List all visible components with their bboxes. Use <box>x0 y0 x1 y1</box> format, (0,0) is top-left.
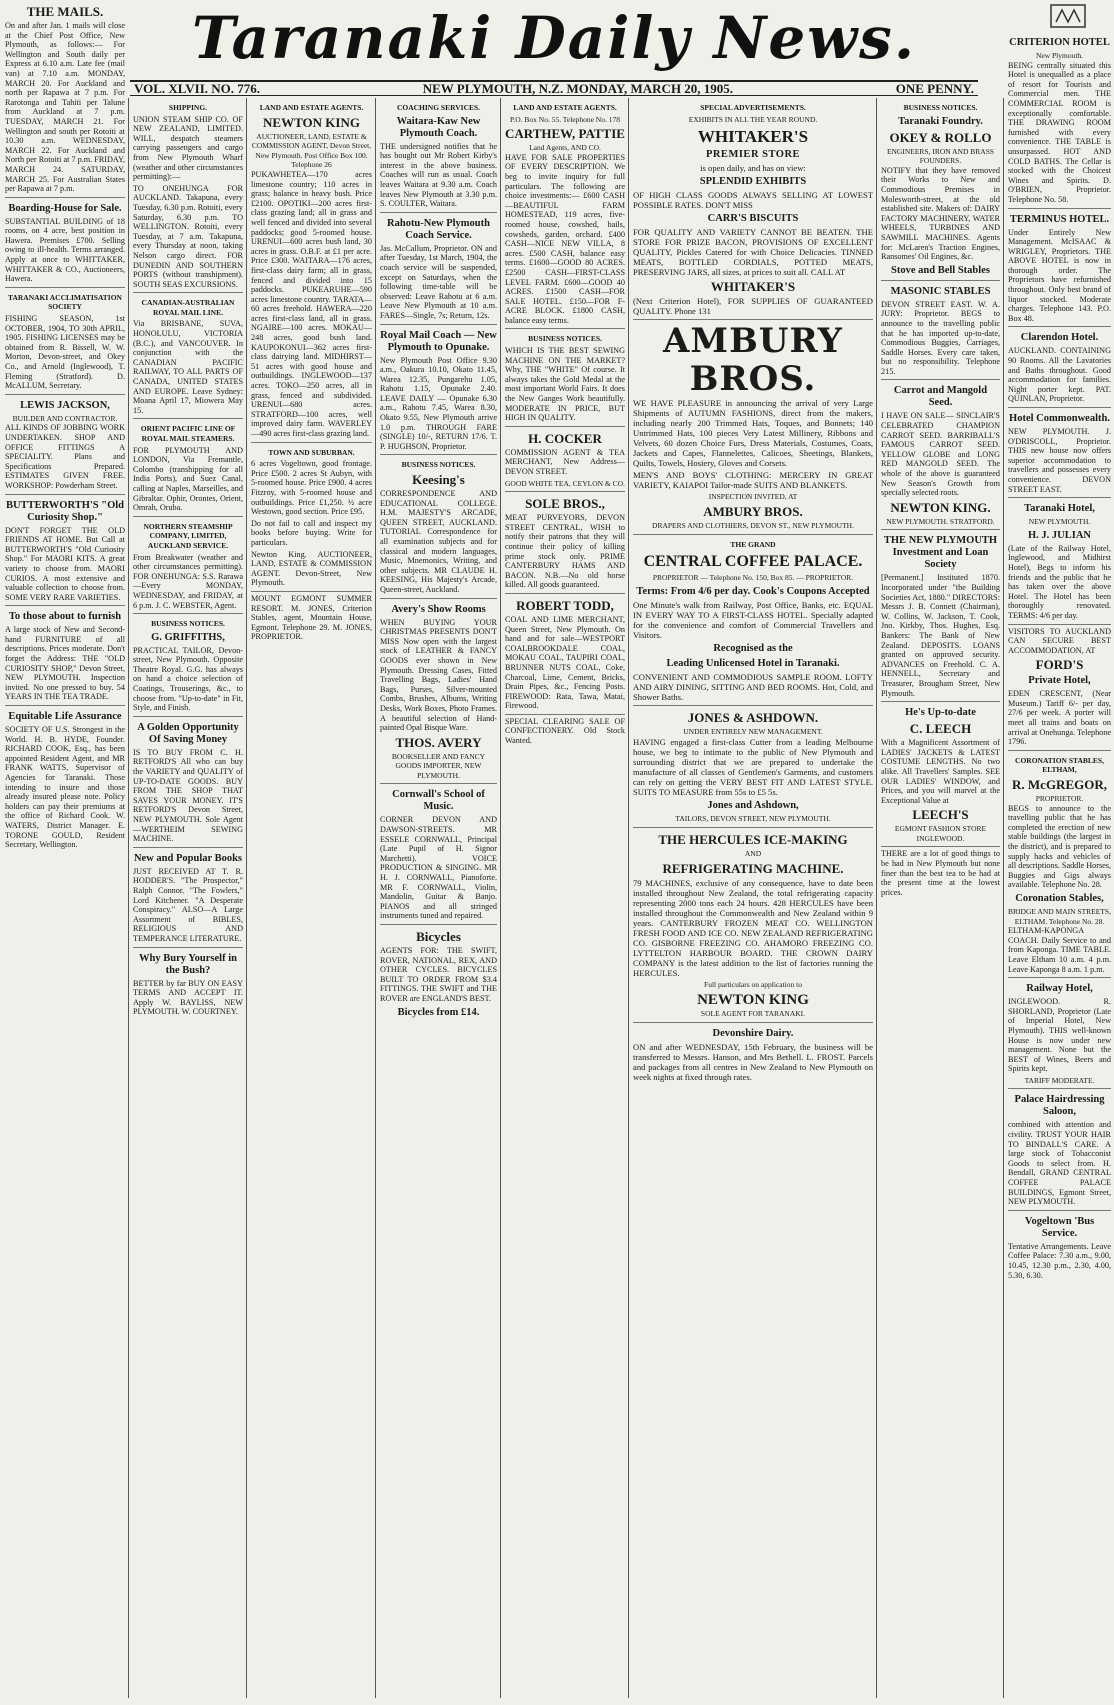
equitable-heading: Equitable Life Assurance <box>8 711 122 723</box>
canadian-text: Via BRISBANE, SUVA, HONOLULU, VICTORIA (B.C.), and VANCOUVER. In conjunction with the CANADIAN PACIFIC RAILWAY, TO ALL PARTS OF CANADA, UNITED STATES AND EUROPE. Leave Sydney: Moana April 17, Miowera May 15. <box>133 319 243 415</box>
keesing-heading: Keesing's <box>412 472 465 488</box>
butterworth-text: DON'T FORGET THE OLD FRIENDS AT HOME. But Call at BUTTERWORTH'S "Old Curiosity Shop." For MAORI KITS. A great variety to choose from. MAORI CURIOS. A most extensive and valuable collection to choose from. SOME VERY RARE VARIETIES. <box>5 525 125 602</box>
carthew-heading: CARTHEW, PATTIE <box>505 126 625 142</box>
land-agents-heading: LAND AND ESTATE AGENTS. <box>513 103 617 112</box>
boarding-heading: Boarding-House for Sale. <box>8 202 122 214</box>
acclimatisation-text: FISHING SEASON, 1st OCTOBER, 1904, TO 30th APRIL, 1905. FISHING LICENSES may be obtained from R. Bissell, W. W. Morton, Devon-street, and Okey Co., and Arnold (Inglewood), T. Fleming (Stratford). D. McALLUM, Secretary. <box>5 314 125 391</box>
masonic-stables-heading: MASONIC STABLES <box>890 285 991 297</box>
taranaki-hotel-heading: Taranaki Hotel, <box>1024 503 1095 515</box>
cornwall-heading: Cornwall's School of Music. <box>392 789 485 813</box>
column-coaching <box>377 100 500 1700</box>
griffiths-text: PRACTICAL TAILOR, Devon-street, New Plymouth. Opposite Theatre Royal. G.G. has always on hand a choice selection of Coatings, Trouserings, &c., to choose from. "Up-to-date" in Fit, Style, and Finish. <box>133 645 243 713</box>
masthead-title: Taranaki Daily News. <box>191 4 917 72</box>
keesing-text: CORRESPONDENCE AND EDUCATIONAL COLLEGE. H.M. MAJESTY'S ARCADE, QUEEN STREET, AUCKLAND. TUTORIAL Correspondence for all examination subjects and for classical and modern languages, Music, Mnemonics, Writing, and other subjects. MR CLAUDE H. KEESING, His Majesty's Arcade, Queen-street, Auckland. <box>380 489 497 594</box>
carrs-biscuits: CARR'S BISCUITS <box>707 213 799 224</box>
business-notices-heading: BUSINESS NOTICES. <box>528 334 602 344</box>
hercules-text: 79 MACHINES, exclusive of any consequence, have to date been installed throughout New Zealand, the total refrigerating capacity representing 2000 tons each 24 hours. 428 HERCULES have been installed throughout the Commonwealth and New Zealand within 9 years. CANTERBURY FROZEN MEAT CO. WELLINGTON FRESH FOOD AND ICE CO. NEW ZEALAND REFRIGERATING CO. GISBORNE FREEZING CO. AHAMORO FREEZING CO. LYTTELTON HARBOUR BOARD. THE CROWN DAIRY COMPANY is the latest addition to the list of factories running the HERCULES. <box>633 878 873 978</box>
sole-bros-heading: SOLE BROS., <box>525 496 605 512</box>
masthead <box>130 0 978 78</box>
criterion-text: BEING centrally situated this Hotel is unequalled as a place of resort for Tourists and Commercial men. THE COMMERCIAL ROOM is exceptionally comfortable. THE DRAWING ROOM furnished with every convenience. THE TABLE is unsurpassed. HOT AND COLD BATHS. The Cellar is stocked with the Choicest Wines and Spirits. D. O'BRIEN, Proprietor. Telephone No. 58. <box>1008 60 1111 204</box>
vogeltown-bus-text: Tentative Arrangements. Leave Coffee Palace: 7.30 a.m., 9.00, 10.45, 12.30 p.m., 2.30, 4.00, 5.30, 6.30. <box>1008 1241 1111 1280</box>
avery-heading: Avery's Show Rooms <box>391 603 486 615</box>
todd-text: COAL AND LIME MERCHANT, Queen Street, New Plymouth. On hand and for sale—WESTPORT COALBROOKDALE COAL, MOKAU COAL, TAUPIRI COAL, BRUNNER NUTS COAL, Coke, Charcoal, Lime, Cement, Bricks, Drain Pipes, &c., Fencing Posts. FIREWOOD: Rata, Tawa, Matai, Firewood. <box>505 614 625 711</box>
northern-steamship-heading: NORTHERN STEAMSHIP COMPANY, LIMITED, AUCKLAND SERVICE. <box>143 521 233 550</box>
newton-king-sub: NEW PLYMOUTH. STRATFORD. <box>886 516 995 526</box>
mcgregor-sub: PROPRIETOR. <box>1035 794 1084 804</box>
shipping-heading: SHIPPING. <box>168 103 208 112</box>
carrot-seed-heading: Carrot and Mangold Seed. <box>893 385 988 409</box>
royal-mail-heading: Royal Mail Coach — New Plymouth to Opunake. <box>380 329 497 353</box>
whitakers-sub-2: (Next Criterion Hotel), FOR SUPPLIES OF GUARANTEED QUALITY. Phone 131 <box>633 296 873 316</box>
land-agents-heading: LAND AND ESTATE AGENTS. <box>259 103 364 112</box>
column-divider <box>246 98 247 1698</box>
rahotu-coach-text: Jas. McCallum, Proprietor. ON and after Tuesday, 1st March, 1904, the coach service will be suspended, except on Saturdays, when the following time-table will be observed: Leave Rahotu at 6 a.m. Leave New Plymouth at 10 a.m. FARES—Single, 7s; Return, 12s. <box>380 243 497 320</box>
vogeltown-bus-heading: Vogeltown 'Bus Service. <box>1024 1215 1095 1239</box>
rahotu-coach-heading: Rahotu-New Plymouth Coach Service. <box>387 217 490 241</box>
business-notices-heading: BUSINESS NOTICES. <box>151 619 225 629</box>
sole-bros-text: MEAT PURVEYORS, DEVON STREET CENTRAL, WISH to notify their patrons that they will continue their policy of killing prime stock only. PRIME CANTERBURY HAMS AND BACON. N.B.—No old horse killed. All goods guaranteed. <box>505 513 625 590</box>
lewis-subheading: BUILDER AND CONTRACTOR. <box>12 413 118 423</box>
jones-ashdown-sub-2: TAILORS, DEVON STREET, NEW PLYMOUTH. <box>675 814 831 823</box>
property-listings: PUKAWHETEA—170 acres limestone country; 110 acres in grass; balance in heavy bush. Price £2100. OPOTIKI—200 acres first-class grazing land; all in grass and well fenced and divided into several paddocks; good 5-roomed house. URENUI—600 acres bush land, 30 acres in grass. O.B.F. at £1 per acre. Price £300. WAITARA—176 acres, first-class dairy farm; all in grass, fenced and divided into 15 paddocks. PUKEARUHE—590 acres limestone country. TARATA—60 acres freehold. HAWERA—220 acres first-class land, all in grass. NGAIRE—100 acres. MOKAU—248 acres, good bush land. KAUPOKONUI—362 acres first-class dairying land. MIDHIRST—51 acres with good house and outbuildings. INGLEWOOD—137 acres. TOKO—250 acres, all in grass, fenced and subdivided. URENUI—680 acres. STRATFORD—100 acres, well improved dairy farm. WAVERLEY—490 acres first-class grazing land. <box>251 169 372 438</box>
leech-text: With a Magnificent Assortment of LADIES' JACKETS & LATEST COSTUME LENGTHS. No two alike. All Travellers' Samples. SEE OUR LADIES' WINDOW, and Prices, and you will marvel at the Exceptional Value at <box>881 738 1000 805</box>
ambury-text: WE HAVE PLEASURE in announcing the arrival of very Large Shipments of AUTUMN FASHIONS, direct from the makers, including nearly 200 Trimmed Hats, Toques, and Bonnets; 140 Untrimmed Hats, 100 pieces Very Latest Millinery, Ribbons and Velvets, 60 dozen Choice Furs, Dress Materials, Costumes, Coats, Jackets and Capes, Flannelettes, Calicoes, Sheetings, Blankets, Quilts, Towels, Hosiery, Gloves and Corsets. <box>633 398 873 468</box>
lewis-text: ALL KINDS OF JOBBING WORK UNDERTAKEN. SHOP AND OFFICE FITTINGS A SPECIALITY. Plans and Specifications Prepared. ESTIMATES GIVEN FREE. WORKSHOP: Powderham Street. <box>5 423 125 490</box>
railway-hotel-text: INGLEWOOD. R. SHORLAND, Proprietor (Late of Imperial Hotel, New Plymouth). THIS well-known House is now under new management. None but the BEST of Wines, Beers and Spirits kept. <box>1008 997 1111 1074</box>
column-divider <box>1003 98 1004 1698</box>
dateline <box>130 80 978 96</box>
open-daily: is open daily, and has on view: <box>700 163 806 173</box>
coffee-palace-footer: CONVENIENT AND COMMODIOUS SAMPLE ROOM. LOFTY AND AIRY DINING, SITTING AND BED ROOMS. Hot, Cold, and Shower Baths. <box>633 672 873 702</box>
butterworth-heading: BUTTERWORTH'S "Old Curiosity Shop." <box>6 499 124 523</box>
whitakers-heading-2: WHITAKER'S <box>710 279 796 294</box>
white-sewing-text: WHICH IS THE BEST SEWING MACHINE ON THE MARKET? Why, THE "WHITE" Of course. It always takes the Gold Medal at the most important World Fairs. It does the New Ganges Work beautifully. MODERATE IN PRICE, BUT HIGH IN QUALITY. <box>505 346 625 423</box>
hercules-heading: THE HERCULES ICE-MAKING <box>658 832 848 847</box>
coffee-palace-text: One Minute's walk from Railway, Post Office, Banks, etc. EQUAL IN EVERY WAY TO A FIRST-CLASS HOTEL. Specially adapted for the convenience and comfort of Commercial Travellers and Visitors. <box>633 600 873 640</box>
union-steam-ship-text: UNION STEAM SHIP CO. OF NEW ZEALAND, LIMITED. WILL, despatch steamers carrying passengers and cargo from New Plymouth Wharf (weather and other circumstances permitting):— <box>133 114 243 182</box>
stove-stables-heading: Stove and Bell Stables <box>891 264 990 276</box>
palace-saloon-text: combined with attention and civility. TRUST YOUR HAIR TO BINDALL'S CARE. A large stock of Tobacconist Goods to select from. H. Bendall, GRAND CENTRAL COFFEE PALACE BUILDINGS, Egmont Street, NEW PLYMOUTH. <box>1008 1120 1111 1207</box>
why-bury-text: BETTER by far BUY ON EASY TERMS AND ACCEPT IT. Apply W. BAYLISS, NEW PLYMOUTH. W. COURTNEY. <box>133 978 243 1017</box>
devonshire-dairy-text: ON and after WEDNESDAY, 15th February, the business will be transferred to Messrs. Hanson, and Mrs Bethell. L. FROST. Parcels and packages from all centres in New Zealand to New Plymouth on week nights at fixed through rates. <box>633 1042 873 1082</box>
taranaki-hotel-sub: NEW PLYMOUTH. <box>1028 517 1091 527</box>
mcgregor-heading: R. McGREGOR, <box>1012 777 1107 793</box>
town-suburban-text: 6 acres Vogeltown, good frontage. Price £500. 2 acres St Aubyn, with 5-roomed house. Price £900. 4 acres Fitzroy, with 5-roomed house and outbuildings. Price £1,250. ½ acre Westown, good section. Price £95. <box>251 459 372 517</box>
jones-ashdown-heading-2: Jones and Ashdown, <box>707 800 799 811</box>
business-notices-heading: BUSINESS NOTICES. <box>903 103 978 112</box>
newton-king-footer: Newton King. AUCTIONEER, LAND, ESTATE & COMMISSION AGENT. Devon-Street, New Plymouth. <box>251 549 372 588</box>
carrs-text: FOR QUALITY AND VARIETY CANNOT BE BEATEN. THE STORE FOR PRIZE BACON, PROVISIONS OF EXCELLENT QUALITY, Pickles Catered for with Choice Delicacies. TINNED MEATS, BOTTLED CORDIALS, POTTED MEATS, PRESERVING JARS, all sizes, at prices to suit all. CALL AT <box>633 227 873 277</box>
column-divider <box>628 98 629 1698</box>
recognised-line: Recognised as the <box>713 643 793 654</box>
inspection-invited: INSPECTION INVITED, AT <box>708 492 798 501</box>
fords-text: EDEN CRESCENT, (Near Museum.) Tariff 6/- per day, 27/6 per week. A porter will meet all trains and boats on arrival at Onehunga. Telephone 1796. <box>1008 689 1111 747</box>
julian-text: (Late of the Railway Hotel, Inglewood, and Midhirst Hotel), Begs to inform his friends and the public that he has taken over the above Hotel. The Hotel has been thoroughly renovated. TERMS: 4/6 per day. <box>1008 543 1111 620</box>
carrot-seed-text: I HAVE ON SALE— SINCLAIR'S CELEBRATED CHAMPION CARROT SEED. BARRIBALL'S FAMOUS CARROT SEED. YELLOW GLOBE and LONG RED MANGOLD SEED. The whole of the above is guaranteed New Season's Growth from specially selected roots. <box>881 411 1000 498</box>
northern-steamship-text: From Breakwater (weather and other circumstances permitting). FOR ONEHUNGA: S.S. Rarawa—Every MONDAY, WEDNESDAY, and FRIDAY, at 6 p.m. J. C. WEBSTER, Agent. <box>133 552 243 610</box>
coaching-heading: COACHING SERVICES. <box>396 103 481 112</box>
okey-rollo-sub: ENGINEERS, IRON AND BRASS FOUNDERS. <box>886 146 995 166</box>
avery-text: WHEN BUYING YOUR CHRISTMAS PRESENTS DON'T MISS Now open with the largest stock of LEATHER & FANCY GOODS ever shown in New Plymouth. Dressing Cases, Fitted Travelling Bags, Ladies' Hand Bags, Purses, Silver-mounted Combs, Brushes, Albums, Writing Desks, Work Boxes, Photo Frames. A beautiful selection of Hand-painted Opal Bisque Ware. <box>380 617 497 733</box>
devonshire-dairy-heading: Devonshire Dairy. <box>712 1028 794 1039</box>
coronation-heading: CORONATION STABLES, ELTHAM, <box>1015 755 1104 775</box>
clearing-sale-text: SPECIAL CLEARING SALE OF CONFECTIONERY. Old Stock Wanted. <box>505 716 625 746</box>
equitable-text: SOCIETY OF U.S. Strongest in the World. H. B. HYDE, Founder. RICHARD COOK, Esq., has been appointed Resident Agent, and MR FRANK WATTS, Supervisor of Agencies for Taranaki. Those intending to insure and those already insured please note. Policy holders can pay their premiums at the office of Richard Cook. W. WATERS, District Manager. E. TORONE GOULD, Resident Secretary, Wellington. <box>5 725 125 850</box>
price: ONE PENNY. <box>895 80 974 96</box>
leech-sub: EGMONT FASHION STORE INGLEWOOD. <box>894 824 987 843</box>
tea-text: THERE are a lot of good things to be had in New Plymouth but none finer than the best tea to be had at the present time at the lowest prices. <box>881 849 1000 897</box>
column-mails <box>2 2 128 1702</box>
golden-opportunity-heading: A Golden Opportunity Of Saving Money <box>137 721 239 745</box>
fords-heading: FORD'S <box>1035 657 1084 673</box>
column-divider <box>128 98 129 1698</box>
ambury-sub-2: DRAPERS AND CLOTHIERS, DEVON ST., NEW PLYMOUTH. <box>652 521 854 530</box>
inspect-note: Do not fail to call and inspect my books before buying. Write for particulars. <box>251 518 372 547</box>
column-carthew <box>502 100 628 1700</box>
avery-subheading: BOOKSELLER AND FANCY GOODS IMPORTER, NEW PLYMOUTH. <box>391 751 486 780</box>
terminus-heading: TERMINUS HOTEL. <box>1009 213 1110 225</box>
mount-egmont-text: MOUNT EGMONT SUMMER RESORT. M. JONES, Criterion Stables, agent, Mountain House, Egmont. Telephone 29. M. JONES, PROPRIETOR. <box>251 593 372 642</box>
tea-line: GOOD WHITE TEA, CEYLON & CO. <box>505 478 625 488</box>
newton-king-subheading: AUCTIONEER, LAND, ESTATE & COMMISSION AGENT, Devon Street, New Plymouth. Post Office Box 100. Telephone 26 <box>251 131 372 170</box>
orient-heading: ORIENT PACIFIC LINE OF ROYAL MAIL STEAMERS. <box>140 424 236 443</box>
special-ads-heading: SPECIAL ADVERTISEMENTS. <box>700 103 806 112</box>
criterion-heading: CRITERION HOTEL <box>1009 37 1110 48</box>
canadian-heading: CANADIAN-AUSTRALIAN ROYAL MAIL LINE. <box>141 298 235 317</box>
newton-king-sole-agent: SOLE AGENT FOR TARANAKI. <box>700 1009 806 1018</box>
tariff-line: TARIFF MODERATE. <box>1024 1075 1095 1085</box>
premier-store: PREMIER STORE <box>705 149 801 160</box>
masonic-stables-text: DEVON STREET EAST. W. A. JURY: Proprietor. BEGS to announce to the travelling public that he has imported up-to-date, Commodious Buggies, Carriages, Saddle Horses. Every care taken, but no responsibility. Telephone 215. <box>881 299 1000 376</box>
lewis-heading: LEWIS JACKSON, <box>20 399 110 411</box>
jones-ashdown-heading: JONES & ASHDOWN. <box>687 710 819 725</box>
column-divider <box>375 98 376 1698</box>
cornwall-text: CORNER DEVON AND DAWSON-STREETS. MR ESSELE CORNWALL, Principal (Late Pupil of H. Signor Marchetti). VOICE PRODUCTION & SINGING. MR H. J. CORNWALL, Pianoforte. MR F. CORNWALL, Violin, Mandolin, Guitar & Banjo. PIANOS and all stringed instruments tuned and repaired. <box>380 815 497 921</box>
mails-heading: THE MAILS. <box>26 4 104 19</box>
newton-king-heading: NEWTON KING. <box>890 499 991 515</box>
terminus-text: Under Entirely New Management. McISAAC & WRIGLEY, Proprietors. THE ABOVE HOTEL is now in thorough order. The Proprietors have refurnished throughout. Only best brand of liquor stocked. Moderate charges. Telephone 143. P.O. Box 48. <box>1008 227 1111 323</box>
hercules-heading-2: REFRIGERATING MACHINE. <box>662 861 844 876</box>
newton-king-heading: NEWTON KING <box>263 114 360 130</box>
railway-hotel-heading: Railway Hotel, <box>1026 983 1093 995</box>
leech-heading: C. LEECH <box>909 721 972 737</box>
mails-text: On and after Jan. 1 mails will close at the Chief Post Office, New Plymouth, as follows:— For Wellington and South daily per Express at 6.10 a.m. Late fee (mail van) at 7.10 a.m. MONDAY, MARCH 20. For Auckland and north per Rapawa at 7 p.m. For Rarotonga and Tahiti per Talune from Auckland at 7 p.m. TUESDAY, MARCH 21. For Wellington and south per Rotoiti at 10.30 a.m. WEDNESDAY, MARCH 22. For Auckland and North per Rotoiti at 7 p.m. FRIDAY, MARCH 24. SATURDAY, MARCH 25. For Australian States per Rapawa at 7 p.m. <box>5 21 125 194</box>
whitakers-text: OF HIGH CLASS GOODS ALWAYS SELLING AT LOWEST POSSIBLE RATES. DON'T MISS <box>633 190 873 210</box>
bicycles-text: AGENTS FOR: THE SWIFT, ROVER, NATIONAL, REX, AND OTHER CYCLES. BICYCLES BUILT TO ORDER FROM $3.4 FITTINGS. THE SWIFT and THE ROVER are ENGLAND'S BEST. <box>380 946 497 1003</box>
orient-text: FOR PLYMOUTH AND LONDON, Via Fremantle, Colombo (transhipping for all India Ports), and Suez Canal, calling at Naples, Marseilles, and Gibraltar. Ophir, Orontes, Orient, Omrah, Oruba. <box>133 445 243 513</box>
books-heading: New and Popular Books <box>133 852 243 864</box>
cocker-heading: H. COCKER <box>528 430 602 446</box>
mens-clothing: MEN'S AND BOYS' CLOTHING: MERCERY IN GREAT VARIETY, KAIAPOI Tailor-made SUITS AND BLANKETS. <box>633 470 873 490</box>
avery-name: THOS. AVERY <box>395 734 482 750</box>
foundry-heading: Taranaki Foundry. <box>898 115 983 127</box>
column-shipping <box>130 100 246 1700</box>
griffiths-heading: G. GRIFFITHS, <box>151 631 225 643</box>
crest-icon <box>1048 2 1088 30</box>
place-date: NEW PLYMOUTH, N.Z. MONDAY, MARCH 20, 1905. <box>422 80 734 96</box>
clarendon-heading: Clarendon Hotel. <box>1020 332 1099 344</box>
cocker-text: COMMISSION AGENT & TEA MERCHANT, New Address—DEVON STREET. <box>505 447 625 476</box>
bicycles-heading: Bicycles <box>416 929 461 944</box>
boarding-text: SUBSTANTIAL BUILDING of 18 rooms, on 4 acre, best position in Hawera. Premises £700. Selling owing to ill-health. Terms arranged. Apply at once to WHITTAKER, WHITTAKER & CO., Auctioneers, Hawera. <box>5 216 125 284</box>
up-to-date-heading: He's Up-to-date <box>905 707 976 719</box>
waitara-coach-heading: Waitara-Kaw New Plymouth Coach. <box>396 115 481 139</box>
kaponga-coach-text: ELTHAM-KAPONGA COACH. Daily Service to and from Kaponga. TIME TABLE. Leave Eltham 10 a.m. 4 p.m. Leave Kaponga 8 a.m. 1 p.m. <box>1008 926 1111 974</box>
coffee-palace-contact: PROPRIETOR — Telephone No. 150, Box 85. — PROPRIETOR. <box>652 573 854 582</box>
union-steam-ship-schedule: TO ONEHUNGA FOR AUCKLAND. Takapuna, every Tuesday, 6.30 p.m. Rotoiti, every Saturday, 6.30 p.m. TO WELLINGTON. Rotoiti, every Tuesday, at 7 a.m. Takapuna, every Thursday at noon, taking Nelson cargo direct. FOR DUNEDIN AND SOUTHERN PORTS (without transhipment). SOUTH SEAS EXCURSIONS. <box>133 183 243 289</box>
coffee-palace-terms: Terms: From 4/6 per day. Cook's Coupons Accepted <box>636 586 870 597</box>
criterion-sub: New Plymouth. <box>1035 51 1084 60</box>
ambury-heading-2: AMBURY BROS. <box>703 504 803 519</box>
acclimatisation-heading: TARANAKI ACCLIMATISATION SOCIETY <box>8 292 122 312</box>
leech-heading-2: LEECH'S <box>912 807 969 823</box>
investment-society-text: [Permanent.] Instituted 1870. Incorporated under "the Building Societies Act, 1880." DIRECTORS: Messrs J. B. Connett (Chairman), W. Collins, W. Jackson, T. Cook, Jno. Kirkby, Thos. Hughes, Esq. Bankers: The Bank of New Zealand. DEPOSITS. LOANS granted on approved security. ADVANCES on Freehold. C. A. HENNELL, Secretary and Treasurer, Brougham Street, New Plymouth. <box>881 573 1000 698</box>
waitara-coach-text: THE undersigned notifies that he has bought out Mr Robert Kirby's interest in the above business. Coaches will run as usual. Coach leaves Waitara at 9.30 a.m. Coach leaves New Plymouth at 3.30 p.m. S. COULTER, Waitara. <box>380 141 497 209</box>
fords-sub: Private Hotel, <box>1028 675 1091 687</box>
business-notices-heading: BUSINESS NOTICES. <box>401 460 476 470</box>
mcgregor-text: BEGS to announce to the travelling public that he has completed the erection of new stable buildings (the largest in the district), and is prepared to supply hacks and vehicles of all descriptions. Saddle Horses, Buggies and Gigs always available. Telephone No. 28. <box>1008 803 1112 890</box>
leading-hotel-line: Leading Unlicensed Hotel in Taranaki. <box>666 658 840 669</box>
newton-king-banner: NEWTON KING <box>697 992 809 1008</box>
exhibits-line: EXHIBITS IN ALL THE YEAR ROUND. <box>688 115 818 124</box>
ambury-banner: AMBURY BROS. <box>663 321 843 399</box>
column-land-agents <box>248 100 375 1700</box>
central-coffee-palace: CENTRAL COFFEE PALACE. <box>643 553 863 570</box>
full-particulars: Full particulars on application to <box>704 980 802 989</box>
town-suburban-heading: TOWN AND SUBURBAN. <box>268 447 355 457</box>
palace-saloon-heading: Palace Hairdressing Saloon, <box>1014 1094 1105 1118</box>
golden-opportunity-text: IS TO BUY FROM C. H. RETFORD'S All who can buy the VARIETY and QUALITY of UP-TO-DATE GOODS. BUY FROM THE SHOP THAT SAVES YOUR MONEY. IT'S RETFORD'S Devon Street, NEW PLYMOUTH. Sole Agent—WERTHEIM SEWING MACHINE. <box>133 747 243 844</box>
clarendon-text: AUCKLAND. CONTAINING 90 Rooms. All the Lavatories and Baths throughout. Good accommodation for families. Night porter kept. PAT. QUINLAN, Proprietor. <box>1008 346 1111 404</box>
splendid-exhibits: SPLENDID EXHIBITS <box>699 176 807 187</box>
column-hotels <box>1005 34 1114 1702</box>
hercules-and: AND <box>744 849 762 858</box>
okey-rollo-heading: OKEY & ROLLO <box>889 129 992 145</box>
furnish-heading: To those about to furnish <box>8 611 122 623</box>
carthew-text: HAVE FOR SALE PROPERTIES OF EVERY DESCRIPTION. We beg to invite inquiry for full particulars. The following are choice investments:— £600 CASH—BEAUTIFUL FARM HOMESTEAD, 119 acres, five-roomed house, cowshed, bails, cowsheds, garden, orchard. £400 CASH—NICE NEW VILLA, 8 acres. £500 CASH, balance easy terms. £1600—GOOD 80 ACRES. £2500 CASH—FIRST-CLASS LEVEL FARM. £600—GOOD 40 ACRES. £1500 CASH—FOR SALE HOTEL. £150—FOR F-ACRE BLOCK. £1800 CASH, balance easy terms. <box>505 152 625 325</box>
commonwealth-text: NEW PLYMOUTH. J. O'DRISCOLL, Proprietor. THIS new house now offers superior accommodation to travellers and possesses every convenience. DEVON STREET EAST. <box>1008 427 1111 494</box>
okey-rollo-text: NOTIFY that they have removed their Works to New and Commodious Premises in Molesworth-street, at the old established site. Makers of: DAIRY FACTORY MACHINERY, WATER WHEELS, TURBINES AND SAWMILL MACHINES. Agents for: McLaren's Traction Engines, Ransomes' Oil Engines, &c. <box>881 165 1000 262</box>
julian-heading: H. J. JULIAN <box>1027 529 1091 541</box>
column-special-ads <box>630 100 876 1700</box>
royal-mail-text: New Plymouth Post Office 9.30 a.m., Oakura 10.10, Okato 11.45, Warea 12.35, Pungarehu 1.05, Rahotu 1.15, Opunake 2.40. LEAVE DAILY — Opunake 6.30 a.m., Rahotu 7.45, Warea 8.30, Okato 9.55, New Plymouth arrive 1.0 p.m. THROUGH FARE (SINGLE) 10/-, RETURN 17/6. T. P. HUGHSON, Proprietor. <box>380 355 497 451</box>
why-bury-heading: Why Bury Yourself in the Bush? <box>139 952 237 976</box>
column-divider <box>876 98 877 1698</box>
pobox-line: P.O. Box No. 55. Telephone No. 178 <box>510 114 620 124</box>
jones-ashdown-text: HAVING engaged a first-class Cutter from a leading Melbourne house, we beg to intimate to the public of New Plymouth and surrounding district that we are prepared to undertake the manufacture of all classes of Gentlemen's Garments, and customers can rely on getting the VERY BEST FIT AND LATEST STYLE. SUITS TO MEASURE from 55s to £5 5s. <box>633 737 873 797</box>
carthew-subheading: Land Agents, AND CO. <box>529 143 601 153</box>
jones-ashdown-sub: UNDER ENTIRELY NEW MANAGEMENT. <box>683 727 823 736</box>
coronation-heading-2: Coronation Stables, <box>1015 892 1104 904</box>
column-foundry <box>878 100 1003 1700</box>
todd-heading: ROBERT TODD, <box>516 597 614 613</box>
grand-heading: THE GRAND <box>730 540 776 549</box>
whitakers-heading: WHITAKER'S <box>697 127 809 146</box>
bicycles-price: Bicycles from £14. <box>397 1006 480 1018</box>
books-text: JUST RECEIVED AT T. R. HODDER'S. "The Prospector," Ralph Connor. "The Fowlers," Lord Kitchener. "A Desperate Conspiracy." ALSO—A Large Assortment of BIBLES, RELIGIOUS AND TEMPERANCE LITERATURE. <box>133 866 243 943</box>
visitors-text: VISITORS TO AUCKLAND CAN SECURE BEST ACCOMMODATION, AT <box>1008 626 1111 655</box>
commonwealth-heading: Hotel Commonwealth. <box>1009 413 1110 424</box>
volume-number: VOL. XLVII. NO. 776. <box>134 80 261 96</box>
coronation-sub: BRIDGE AND MAIN STREETS, ELTHAM. Telephone No. 28. <box>1008 906 1111 926</box>
column-divider <box>500 98 501 1698</box>
investment-society-heading: THE NEW PLYMOUTH Investment and Loan Society <box>883 535 998 571</box>
furnish-text: A large stock of New and Second-hand FURNITURE of all descriptions. Prices moderate. Don't forget the Address: THE "OLD CURIOSITY SHOP," Devon Street, NEW PLYMOUTH. Inspection invited. No one pressed to buy. 54 YEARS IN THE TEA TRADE. <box>5 625 125 702</box>
